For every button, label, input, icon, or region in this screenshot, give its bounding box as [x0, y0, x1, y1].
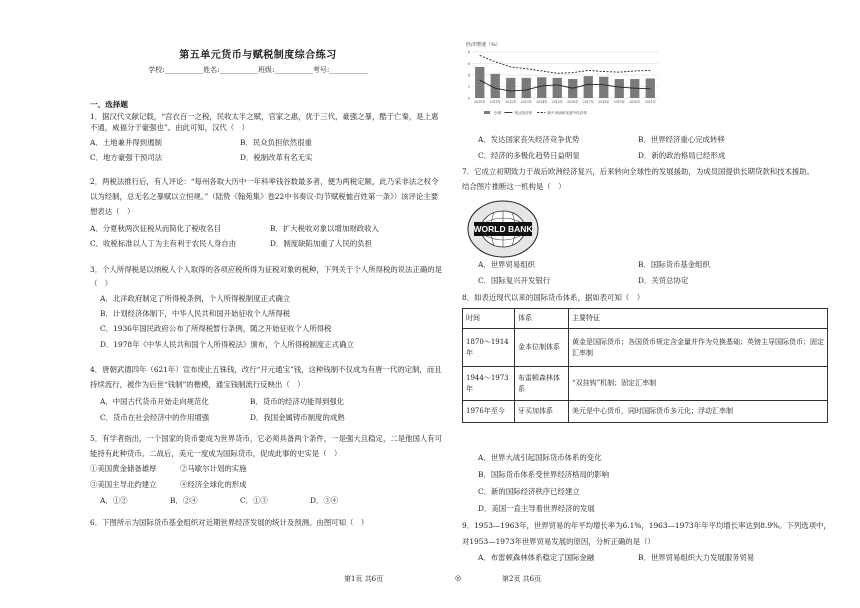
chart-bar	[584, 76, 593, 98]
question-7-option-a[interactable]: A．世界贸易组织	[478, 260, 536, 269]
table-header-cell: 体系	[515, 309, 569, 329]
question-5	[90, 433, 444, 507]
question-8-option-c[interactable]: C．新的国际经济秩序已经建立	[478, 487, 580, 497]
question-2-line-1: 2．两税法推行后，有人评论：“每州各取大历中一年科率钱谷数最多者，便为两税定额，此乃采非法之权令	[90, 177, 439, 186]
chart-x-tick-label: 2015年	[551, 100, 563, 104]
table-cell: 1870～1914年	[463, 329, 515, 367]
question-6-options-row-1	[478, 134, 832, 145]
chart-x-tick-label: 2014年	[536, 100, 548, 104]
student-info-line: 学校:___________姓名:___________班级:___________考号:___________	[148, 66, 368, 74]
table-row	[463, 329, 828, 367]
logo-text: WORLD BANK	[473, 224, 533, 234]
question-6-options-row-2	[478, 150, 832, 161]
question-8-options	[478, 452, 832, 514]
table-cell: 布雷顿森林体系	[515, 367, 569, 401]
question-9-option-a[interactable]: A．布雷顿森林体系稳定了国际金融	[478, 553, 595, 563]
question-8-option-b[interactable]: B．国际货币体系受世界经济格局的影响	[478, 470, 610, 480]
table-cell: 金本位制体系	[515, 329, 569, 367]
question-9-option-b[interactable]: B．世界贸易组织大力发展服务贸易	[638, 553, 755, 563]
chart-legend-label: 全球	[494, 111, 502, 115]
question-5-item-4: ④经济全球化的形成	[180, 480, 247, 490]
economic-growth-chart	[462, 38, 662, 124]
question-1-line-1: 1．据汉代文献记载，“宫衣百一之税，民收太半之赋，官家之惠，优于三代，豪强之暴，酷于亡秦，是上惠	[90, 112, 439, 121]
chart-x-tick-label: 2016年	[567, 100, 579, 104]
question-3	[90, 264, 444, 350]
question-2-option-b[interactable]: B．扩大税收对象以增加财政收入	[270, 224, 379, 234]
question-9-line-2: 对1953—1973年世界贸易发展的原因，分析正确的是（）	[462, 537, 655, 547]
table-cell: 1944～1973年	[463, 367, 515, 401]
footer-right: 第2页 共6页	[502, 575, 542, 583]
question-9-options-row-1	[462, 552, 834, 563]
chart-x-tick-label: 2021年	[644, 100, 656, 104]
question-2-line-3: 想表达（ ）	[90, 207, 135, 217]
question-4-option-b[interactable]: B．货币的经济功能得到强化	[250, 397, 345, 407]
world-bank-logo	[466, 200, 540, 258]
question-2-options-row-2	[90, 238, 444, 249]
question-4-line-1: 4．唐朝武德四年（621年）宣布废止五铢钱，改行“开元通宝”钱，这种钱制不仅成为有唐一代的定制，而且	[90, 365, 442, 374]
question-1-option-c[interactable]: C．地方豪强干预司法	[90, 153, 163, 163]
table-row	[463, 401, 828, 423]
question-7-line-1: 7．它成立初期致力于战后欧洲经济复兴，后来转向全球性的发展援助，为成员国提供长期贷款和技术援助。	[462, 167, 815, 176]
chart-legend-label: 新兴市场和发展中经济体	[547, 111, 587, 115]
question-5-options-row	[90, 495, 444, 506]
chart-x-tick-label: 2013年	[520, 100, 532, 104]
question-7-option-d[interactable]: D．关贸总协定	[638, 276, 689, 286]
question-3-option-d[interactable]: D．1978年《中华人民共和国个人所得税法》颁布，个人所得税制度正式确立	[100, 339, 354, 349]
question-3-option-a[interactable]: A．北洋政府制定了所得税条例，个人所得税制度正式确立	[100, 294, 291, 304]
chart-x-tick-label: 2011年	[489, 100, 501, 104]
question-5-line-1: 5．有学者指出，一个国家的货币要成为世界货币，它必须具备两个条件，一是强大且稳定，二是他国人有可	[90, 434, 443, 443]
question-5-items-row-2	[90, 479, 444, 490]
question-9	[462, 520, 834, 563]
question-7	[462, 166, 834, 192]
chart-y-tick-label: 0	[467, 96, 470, 101]
question-5-items-row-1	[90, 463, 444, 474]
question-4-option-c[interactable]: C．货币在社会经济中的作用增强	[100, 413, 210, 423]
question-9-line-1: 9．1953—1963年，世界贸易的年平均增长率为6.1%，1963—1973年年平均增长率达到8.9%。下列选项中，	[462, 521, 831, 530]
question-3-option-b[interactable]: B．计划经济体制下，中华人民共和国开始征收个人所得税	[100, 309, 291, 319]
question-5-option-b[interactable]: B．②④	[170, 496, 198, 506]
question-7-options	[478, 259, 832, 286]
chart-title: 经济增速（%）	[466, 42, 501, 48]
question-3-line-1: 3．个人所得税是以纳税人个人取得的各项应税所得为征税对象的税种，下列关于个人所得税的说法正确的是	[90, 265, 443, 274]
question-1-option-a[interactable]: A．土地兼并得到遏制	[90, 138, 162, 148]
chart-bar	[646, 78, 655, 98]
chart-x-tick-label: 2012年	[505, 100, 517, 104]
question-6-option-d[interactable]: D．新的政治格局已经形成	[638, 151, 726, 161]
question-6-options	[478, 134, 832, 161]
page-title: 第五单元货币与赋税制度综合练习	[179, 50, 337, 61]
chart-bar	[553, 78, 562, 98]
question-6-line-1: 6．下图所示为国际货币基金组织对近期世界经济发展的统计及预测。由图可知（ ）	[90, 518, 369, 527]
table-cell: 美元是中心货币，同时国际货币多元化；浮动汇率制	[569, 401, 828, 423]
chart-bar	[599, 77, 608, 98]
table-header-row	[463, 309, 828, 329]
chart-bar	[491, 74, 500, 98]
chart-bar	[506, 78, 515, 98]
question-7-line-2: 结合图片推断这一机构是（ ）	[462, 182, 566, 192]
chart-lines	[480, 55, 651, 91]
chart-bar	[537, 77, 546, 98]
question-5-item-2: ②马歇尔计划的实施	[180, 464, 247, 474]
question-2	[90, 176, 444, 250]
question-4-options-row-1	[90, 396, 444, 407]
chart-bar	[475, 67, 484, 98]
chart-y-tick-labels	[468, 51, 471, 101]
table-cell: 1976年至今	[463, 401, 515, 423]
question-2-options-row-1	[90, 223, 444, 234]
chart-series-line	[480, 55, 651, 73]
question-5-option-c[interactable]: C．①③	[240, 496, 268, 506]
question-4	[90, 364, 444, 423]
chart-x-tick-label: 2019年	[613, 100, 625, 104]
chart-legend-swatch	[484, 111, 490, 114]
question-7-option-b[interactable]: B．国际货币基金组织	[638, 260, 710, 269]
question-8-option-a[interactable]: A．世界大战引起国际货币体系的变化	[478, 453, 602, 462]
section-heading: 一、选择题	[90, 100, 128, 109]
chart-y-tick-label: 2	[467, 85, 470, 89]
question-1	[90, 111, 444, 163]
question-5-option-d[interactable]: D．③④	[310, 496, 339, 506]
question-3-option-c[interactable]: C．1936年国民政府公布了所得税暂行条例，随之开始征收个人所得税	[100, 324, 332, 334]
question-5-item-1: ①美国黄金储备雄厚	[90, 464, 157, 474]
chart-x-tick-label: 2020年	[629, 100, 641, 104]
question-6-option-c[interactable]: C．经济的多极化趋势日益明显	[478, 151, 580, 161]
question-2-line-2: 以为经制，总无名之暴赋以立恒规。”（陆贽《翰苑集》卷22中书奏议·均节赋税恤百姓第一条》）该评论主要	[90, 192, 439, 202]
currency-system-table	[462, 308, 828, 423]
chart-series-line	[480, 80, 651, 91]
question-7-options-row-2	[478, 275, 832, 286]
question-2-option-d[interactable]: D．制度缺陷加重了人民的负担	[270, 239, 373, 249]
question-6-stem	[90, 517, 444, 528]
question-6-option-b[interactable]: B．世界经济重心完成转移	[638, 135, 725, 144]
table-cell: 牙买加体系	[515, 401, 569, 423]
chart-x-tick-label: 2010年	[474, 100, 486, 104]
chart-legend	[484, 110, 587, 115]
question-7-option-c[interactable]: C．国际复兴开发银行	[478, 276, 551, 286]
table-header-cell: 时间	[463, 309, 515, 329]
question-2-option-a[interactable]: A．分夏秋两次征税从而简化了税收名目	[90, 224, 221, 234]
chart-y-tick-label: 4	[467, 73, 470, 78]
question-1-option-b[interactable]: B．民众负担依然很重	[240, 138, 312, 148]
chart-x-tick-label: 2017年	[582, 100, 594, 104]
question-4-option-a[interactable]: A．中国古代货币开始走向规范化	[100, 397, 209, 407]
chart-x-tick-labels	[474, 99, 657, 104]
chart-y-tick-label: 6	[467, 62, 470, 66]
question-4-option-d[interactable]: D．我国金属铸币制度的成熟	[250, 413, 345, 423]
question-1-options-row-2	[90, 152, 444, 163]
table-row	[463, 367, 828, 401]
question-8-line-1: 8．如表近现代以来的国际货币体系，据如表可知（ ）	[462, 293, 645, 302]
question-1-option-d[interactable]: D．税制改革有名无实	[240, 153, 313, 163]
question-4-line-2: 持续流行，被作为后世“钱制”的楷模，通宝钱制流行反映出（ ）	[90, 380, 305, 390]
table-header-cell: 主要特征	[569, 309, 828, 329]
question-1-options-row-1	[90, 137, 444, 148]
question-8	[462, 292, 834, 303]
question-2-option-c[interactable]: C．收税标准以人丁为主有利于农民人身自由	[90, 239, 237, 249]
question-6-option-a[interactable]: A．发达国家丧失经济竞争优势	[478, 135, 580, 144]
question-7-options-row-1	[478, 259, 832, 270]
footer-left: 第1页 共6页	[344, 575, 384, 583]
chart-x-tick-label: 2018年	[598, 100, 610, 104]
footer-center-mark: ◎	[455, 574, 462, 582]
question-3-line-2: （ ）	[90, 279, 113, 289]
chart-bar	[615, 79, 624, 98]
chart-legend-label: 发达经济体	[514, 111, 533, 115]
table-cell: “双挂钩”机制；固定汇率制	[569, 367, 828, 401]
question-5-line-2: 能持有此种货币。二战后，美元一度成为国际货币，促成此事的史实是（ ）	[90, 449, 342, 459]
question-5-item-3: ③美国主导北约建立	[90, 480, 157, 490]
question-1-line-2: 不通，威福分于豪强也”。由此可知，汉代（ ）	[90, 123, 249, 133]
chart-bar	[522, 78, 531, 98]
question-8-option-d[interactable]: D．美国一直主导着世界经济的发展	[478, 504, 595, 514]
table-cell: 黄金是国际货币；各国货币规定含金量并作为兑换基础；英镑主导国际货币；固定汇率制	[569, 329, 828, 367]
question-5-option-a[interactable]: A．①②	[100, 496, 128, 506]
question-4-options-row-2	[90, 412, 444, 423]
chart-y-tick-label: 8	[467, 50, 470, 55]
